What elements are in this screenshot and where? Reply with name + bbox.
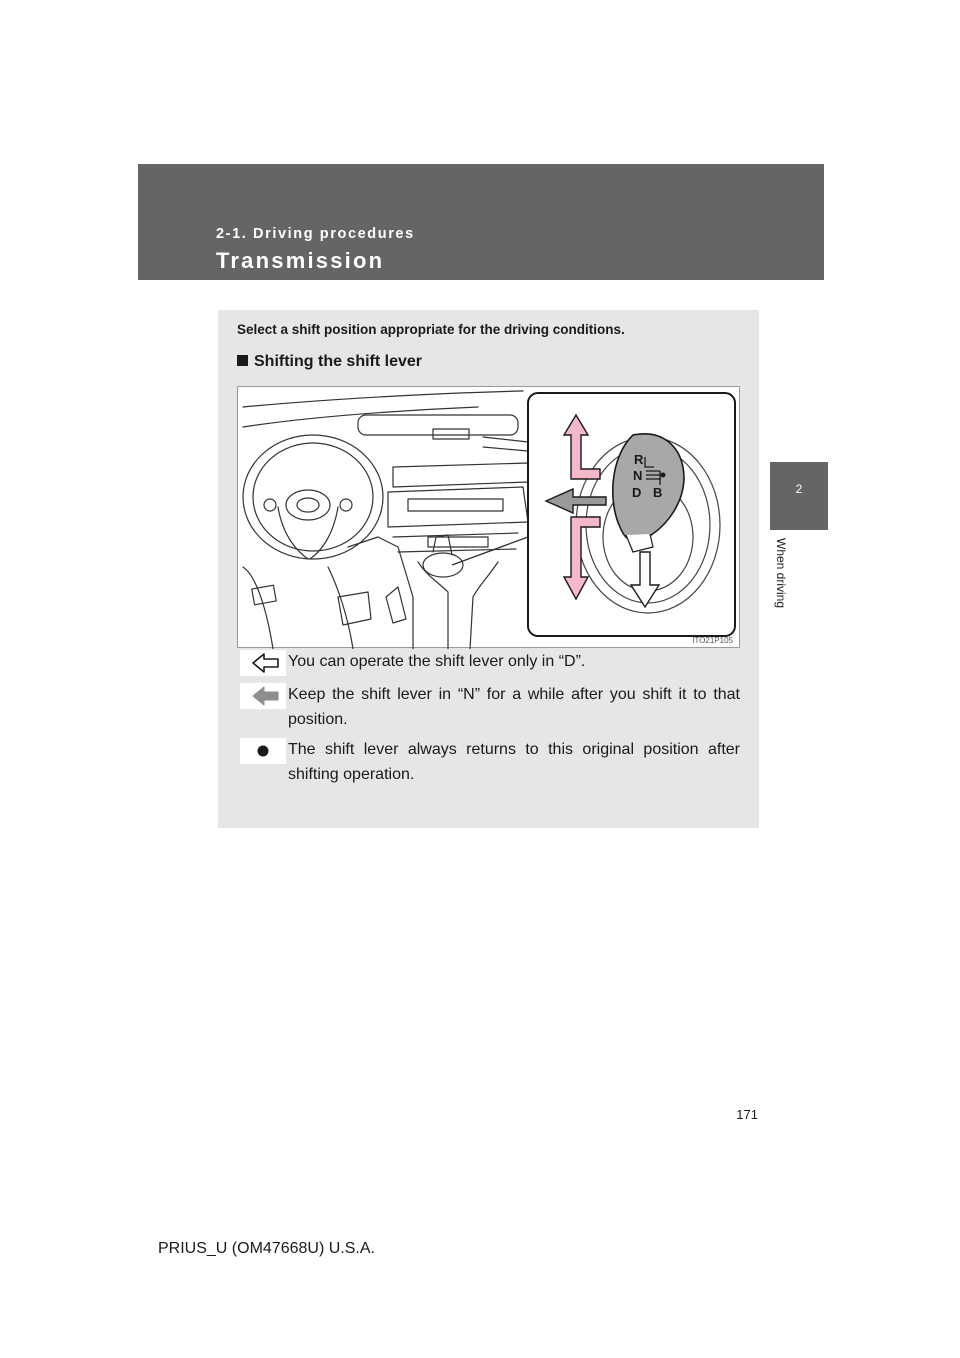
dot-icon xyxy=(240,738,286,764)
chapter-number: 2 xyxy=(795,482,803,496)
chapter-label: When driving xyxy=(774,538,788,609)
square-bullet-icon xyxy=(237,355,248,366)
shift-lever-illustration xyxy=(237,386,740,648)
subheading-text: Shifting the shift lever xyxy=(254,353,423,370)
intro-text: Select a shift position appropriate for the driving conditions. xyxy=(237,322,625,337)
chapter-label-container xyxy=(766,538,804,628)
model-code: PRIUS_U (OM47668U) U.S.A. xyxy=(158,1240,375,1257)
note-text: Keep the shift lever in “N” for a while after you shift it to that position. xyxy=(288,686,740,728)
shift-letter-r: R xyxy=(634,452,644,467)
shift-letter-n: N xyxy=(633,468,643,483)
chapter-header xyxy=(138,164,824,280)
note-text: You can operate the shift lever only in “D”. xyxy=(288,653,586,670)
note-icon-box xyxy=(240,683,286,709)
page-title: Transmission xyxy=(216,248,385,273)
section-label: 2-1. Driving procedures xyxy=(216,226,415,242)
page-number: 171 xyxy=(736,1107,758,1122)
shift-letter-d: D xyxy=(632,485,642,500)
dashboard-illustration xyxy=(238,387,741,649)
note-icon-box xyxy=(240,650,286,676)
dashboard-drawing xyxy=(243,391,528,649)
callout-line xyxy=(452,537,528,565)
gray-arrow-left-icon xyxy=(240,683,286,709)
subheading xyxy=(237,353,422,371)
outline-arrow-left-icon xyxy=(240,650,286,676)
figure-id: ITO21P105 xyxy=(692,636,733,645)
note-icon-box xyxy=(240,738,286,764)
shift-letter-b: B xyxy=(653,485,663,500)
chapter-tab xyxy=(770,462,828,530)
note-text: The shift lever always returns to this original position after shifting operation. xyxy=(288,741,740,783)
home-position-dot xyxy=(661,473,666,478)
content-box xyxy=(218,310,759,828)
